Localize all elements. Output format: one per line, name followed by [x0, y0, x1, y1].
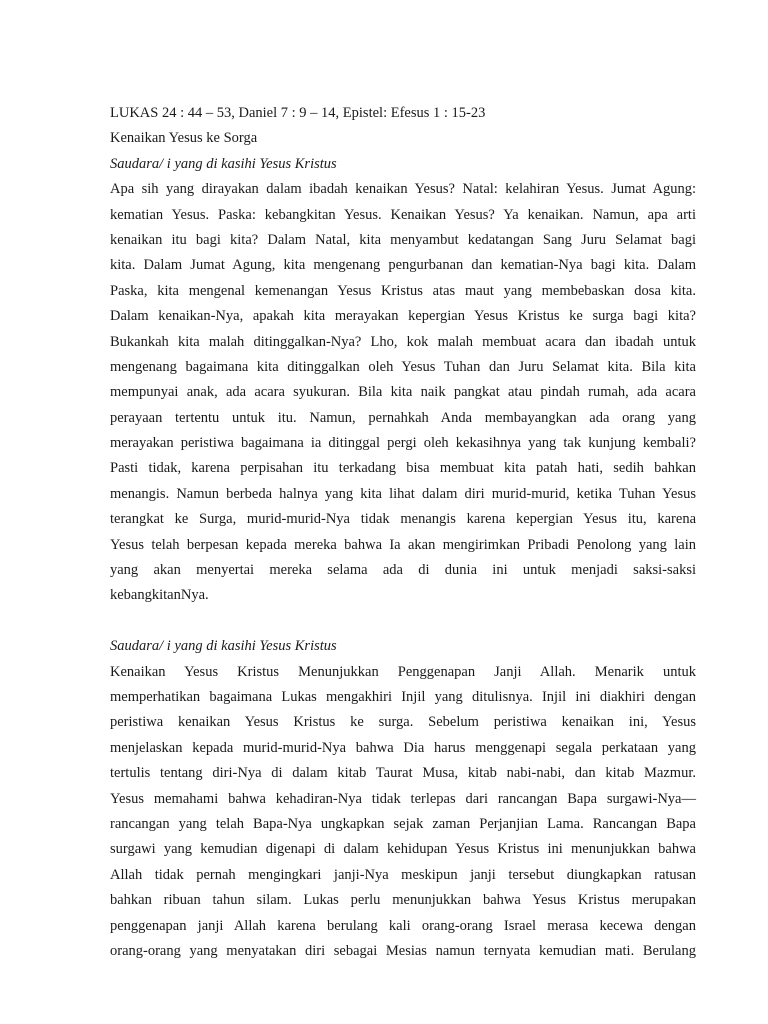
text-line: rancangan yang telah Bapa-Nya ungkapkan sejak zaman Perjanjian Lama. Rancangan Bapa	[110, 815, 696, 832]
salutation: Saudara/ i yang di kasihi Yesus Kristus	[110, 638, 337, 655]
text-line: Apa sih yang dirayakan dalam ibadah kenaikan Yesus? Natal: kelahiran Yesus. Jumat Agung:	[110, 181, 696, 198]
text-line: terangkat ke Surga, murid-murid-Nya tidak menangis karena kepergian Yesus itu, karena	[110, 511, 696, 528]
document-page	[110, 101, 696, 964]
text-line: menjelaskan kepada murid-murid-Nya bahwa Dia harus menggenapi segala perkataan yang	[110, 739, 696, 756]
text-line: kebangkitanNya.	[110, 587, 209, 604]
text-line: kita. Dalam Jumat Agung, kita mengenang pengurbanan dan kematian-Nya bagi kita. Dalam	[110, 257, 696, 274]
text-line: kematian Yesus. Paska: kebangkitan Yesus. Kenaikan Yesus? Ya kenaikan. Namun, apa arti	[110, 206, 696, 223]
paragraph-1	[110, 177, 696, 609]
text-line: mempunyai anak, ada acara syukuran. Bila kita naik pangkat atau pindah rumah, ada acara	[110, 384, 696, 401]
text-line: orang-orang yang menyatakan diri sebagai Mesias namun ternyata kemudian mati. Berulang	[110, 942, 696, 959]
text-line: kenaikan itu bagi kita? Dalam Natal, kita menyambut kedatangan Sang Juru Selamat bagi	[110, 231, 696, 248]
text-line: yang akan menyertai mereka selama ada di dunia ini untuk menjadi saksi-saksi	[110, 562, 696, 579]
text-line: tertulis tentang diri-Nya di dalam kitab Taurat Musa, kitab nabi-nabi, dan kitab Mazmur.	[110, 765, 696, 782]
paragraph-2	[110, 660, 696, 965]
text-line: menangis. Namun berbeda halnya yang kita lihat dalam diri murid-murid, ketika Tuhan Yesus	[110, 485, 696, 502]
text-line: perayaan tertentu untuk itu. Namun, pernahkah Anda membayangkan ada orang yang	[110, 409, 696, 426]
text-line: Yesus memahami bahwa kehadiran-Nya tidak terlepas dari rancangan Bapa surgawi-Nya—	[110, 790, 696, 807]
text-line: peristiwa kenaikan Yesus Kristus ke surga. Sebelum peristiwa kenaikan ini, Yesus	[110, 714, 696, 731]
text-line: mengenang bagaimana kita ditinggalkan oleh Yesus Tuhan dan Juru Selamat kita. Bila kita	[110, 358, 696, 375]
text-line: surgawi yang kemudian digenapi di dalam kehidupan Yesus Kristus ini menunjukkan bahwa	[110, 841, 696, 858]
scripture-reference: LUKAS 24 : 44 – 53, Daniel 7 : 9 – 14, Epistel: Efesus 1 : 15-23	[110, 105, 486, 121]
text-line: bahkan ribuan tahun silam. Lukas perlu menunjukkan bahwa Yesus Kristus merupakan	[110, 892, 696, 909]
text-line: penggenapan janji Allah karena berulang kali orang-orang Israel merasa kecewa dengan	[110, 917, 696, 934]
text-line: Yesus telah berpesan kepada mereka bahwa Ia akan mengirimkan Pribadi Penolong yang lain	[110, 536, 696, 553]
text-line: Pasti tidak, karena perpisahan itu terkadang bisa membuat kita patah hati, sedih bahkan	[110, 460, 696, 477]
salutation: Saudara/ i yang di kasihi Yesus Kristus	[110, 155, 337, 172]
sermon-title: Kenaikan Yesus ke Sorga	[110, 130, 258, 147]
text-line: Paska, kita mengenal kemenangan Yesus Kristus atas maut yang membebaskan dosa kita.	[110, 282, 696, 299]
text-line: merayakan peristiwa bagaimana ia ditinggal pergi oleh kekasihnya yang tak kunjung kembali?	[110, 435, 696, 452]
text-line: Bukankah kita malah ditinggalkan-Nya? Lho, kok malah membuat acara dan ibadah untuk	[110, 333, 696, 350]
text-line: Kenaikan Yesus Kristus Menunjukkan Penggenapan Janji Allah. Menarik untuk	[110, 663, 696, 680]
text-line: Dalam kenaikan-Nya, apakah kita merayakan kepergian Yesus Kristus ke surga bagi kita?	[110, 308, 696, 325]
paragraph-spacer	[110, 609, 696, 634]
text-line: memperhatikan bagaimana Lukas mengakhiri Injil yang ditulisnya. Injil ini diakhiri dengan	[110, 688, 696, 705]
text-line: Allah tidak pernah mengingkari janji-Nya meskipun janji tersebut diungkapkan ratusan	[110, 866, 696, 883]
